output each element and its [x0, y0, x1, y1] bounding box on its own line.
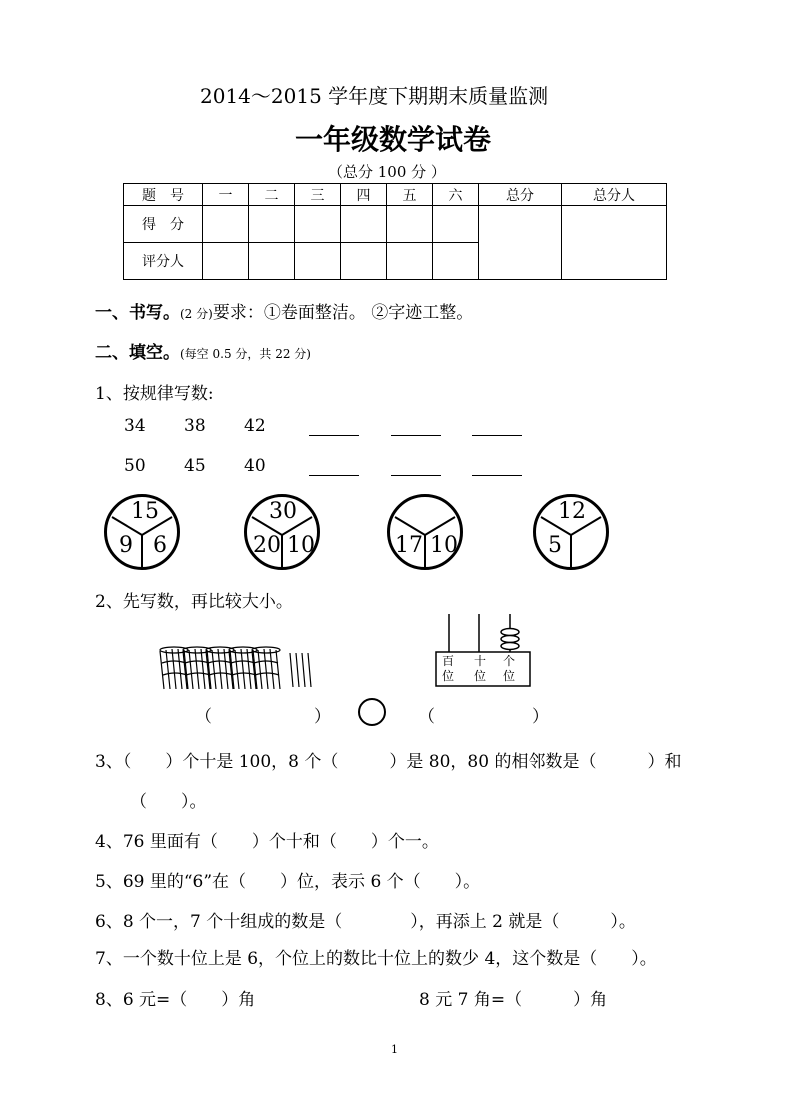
total-score-note: （总分 100 分 ）	[328, 163, 446, 181]
q1-row1	[124, 416, 522, 436]
th-total: 总分	[479, 184, 562, 206]
answer-blank[interactable]	[309, 457, 359, 476]
circle-top: 15	[131, 499, 159, 524]
number-circle-3	[387, 494, 463, 570]
seq-num: 34	[124, 416, 146, 436]
answer-paren-close: ）	[314, 707, 331, 727]
number-circle-1	[104, 494, 180, 570]
cell[interactable]	[433, 243, 479, 280]
cell[interactable]	[341, 206, 387, 243]
abacus-label-hundreds: 百 位	[442, 654, 455, 683]
cell[interactable]	[387, 243, 433, 280]
circle-right: 10	[430, 533, 458, 558]
seq-num: 50	[124, 456, 146, 476]
q4: 4、76 里面有（ ）个十和（ ）个一。	[95, 832, 439, 852]
th-3: 三	[295, 184, 341, 206]
q8-left: 8、6 元=（ ）角	[95, 990, 256, 1010]
score-table	[123, 183, 667, 280]
section2	[95, 338, 311, 363]
page-number: 1	[391, 1043, 398, 1056]
seq-num: 42	[244, 416, 266, 436]
th-2: 二	[249, 184, 295, 206]
page-title: 一年级数学试卷	[295, 123, 492, 156]
row-grader-label: 评分人	[124, 243, 203, 280]
number-circle-4	[533, 494, 609, 570]
answer-blank[interactable]	[391, 457, 441, 476]
section1-text: 要求：①卷面整洁。 ②字迹工整。	[212, 303, 474, 323]
answer-paren-close: ）	[532, 707, 549, 727]
abacus-label-tens: 十 位	[474, 654, 487, 683]
cell[interactable]	[387, 206, 433, 243]
cell[interactable]	[249, 206, 295, 243]
th-1: 一	[203, 184, 249, 206]
section1-points: (2 分)	[180, 307, 213, 321]
circle-top: 12	[558, 499, 586, 524]
cell[interactable]	[341, 243, 387, 280]
cell-total[interactable]	[479, 206, 562, 280]
abacus-label-ones: 个 位	[503, 654, 516, 683]
row-score-label: 得 分	[124, 206, 203, 243]
answer-blank[interactable]	[472, 417, 522, 436]
compare-circle[interactable]	[358, 698, 386, 726]
q1-label: 1、按规律写数:	[95, 384, 214, 404]
circle-right: 10	[287, 533, 315, 558]
circle-left: 17	[395, 533, 423, 558]
cell[interactable]	[295, 206, 341, 243]
section1-heading: 一、书写。	[95, 303, 180, 323]
cell[interactable]	[433, 206, 479, 243]
q3-line1: 3、（ ）个十是 100，8 个（ ）是 80，80 的相邻数是（ ）和	[95, 752, 682, 772]
answer-blank[interactable]	[309, 417, 359, 436]
circle-left: 9	[119, 533, 133, 558]
th-grader: 总分人	[562, 184, 667, 206]
section1	[95, 298, 473, 323]
cell-grader[interactable]	[562, 206, 667, 280]
section2-heading: 二、填空。	[95, 343, 180, 363]
th-6: 六	[433, 184, 479, 206]
th-5: 五	[387, 184, 433, 206]
cell[interactable]	[203, 243, 249, 280]
cell[interactable]	[249, 243, 295, 280]
section2-points: (每空 0.5 分，共 22 分)	[180, 347, 311, 361]
stick-bundles-icon	[158, 645, 320, 693]
th-label: 题 号	[124, 184, 203, 206]
q5: 5、69 里的“6”在（ ）位，表示 6 个（ ）。	[95, 872, 481, 892]
q6: 6、8 个一，7 个十组成的数是（ ），再添上 2 就是（ ）。	[95, 912, 636, 932]
seq-num: 38	[184, 416, 206, 436]
q7: 7、一个数十位上是 6，个位上的数比十位上的数少 4，这个数是（ ）。	[95, 949, 657, 969]
q2-label: 2、先写数，再比较大小。	[95, 592, 293, 612]
q8-right: 8 元 7 角=（ ）角	[419, 990, 608, 1010]
cell[interactable]	[203, 206, 249, 243]
exam-subtitle: 2014～2015 学年度下期期末质量监测	[200, 84, 549, 108]
answer-blank[interactable]	[391, 417, 441, 436]
q3-line2: （ ）。	[130, 792, 207, 812]
seq-num: 40	[244, 456, 266, 476]
circle-right: 6	[153, 533, 167, 558]
seq-num: 45	[184, 456, 206, 476]
circle-left: 5	[548, 533, 562, 558]
answer-paren-open: （	[418, 707, 435, 727]
circle-left: 20	[253, 533, 281, 558]
answer-blank[interactable]	[472, 457, 522, 476]
number-circle-2	[244, 494, 320, 570]
th-4: 四	[341, 184, 387, 206]
circle-top: 30	[269, 499, 297, 524]
cell[interactable]	[295, 243, 341, 280]
answer-paren-open: （	[195, 707, 212, 727]
q1-row2	[124, 456, 522, 476]
